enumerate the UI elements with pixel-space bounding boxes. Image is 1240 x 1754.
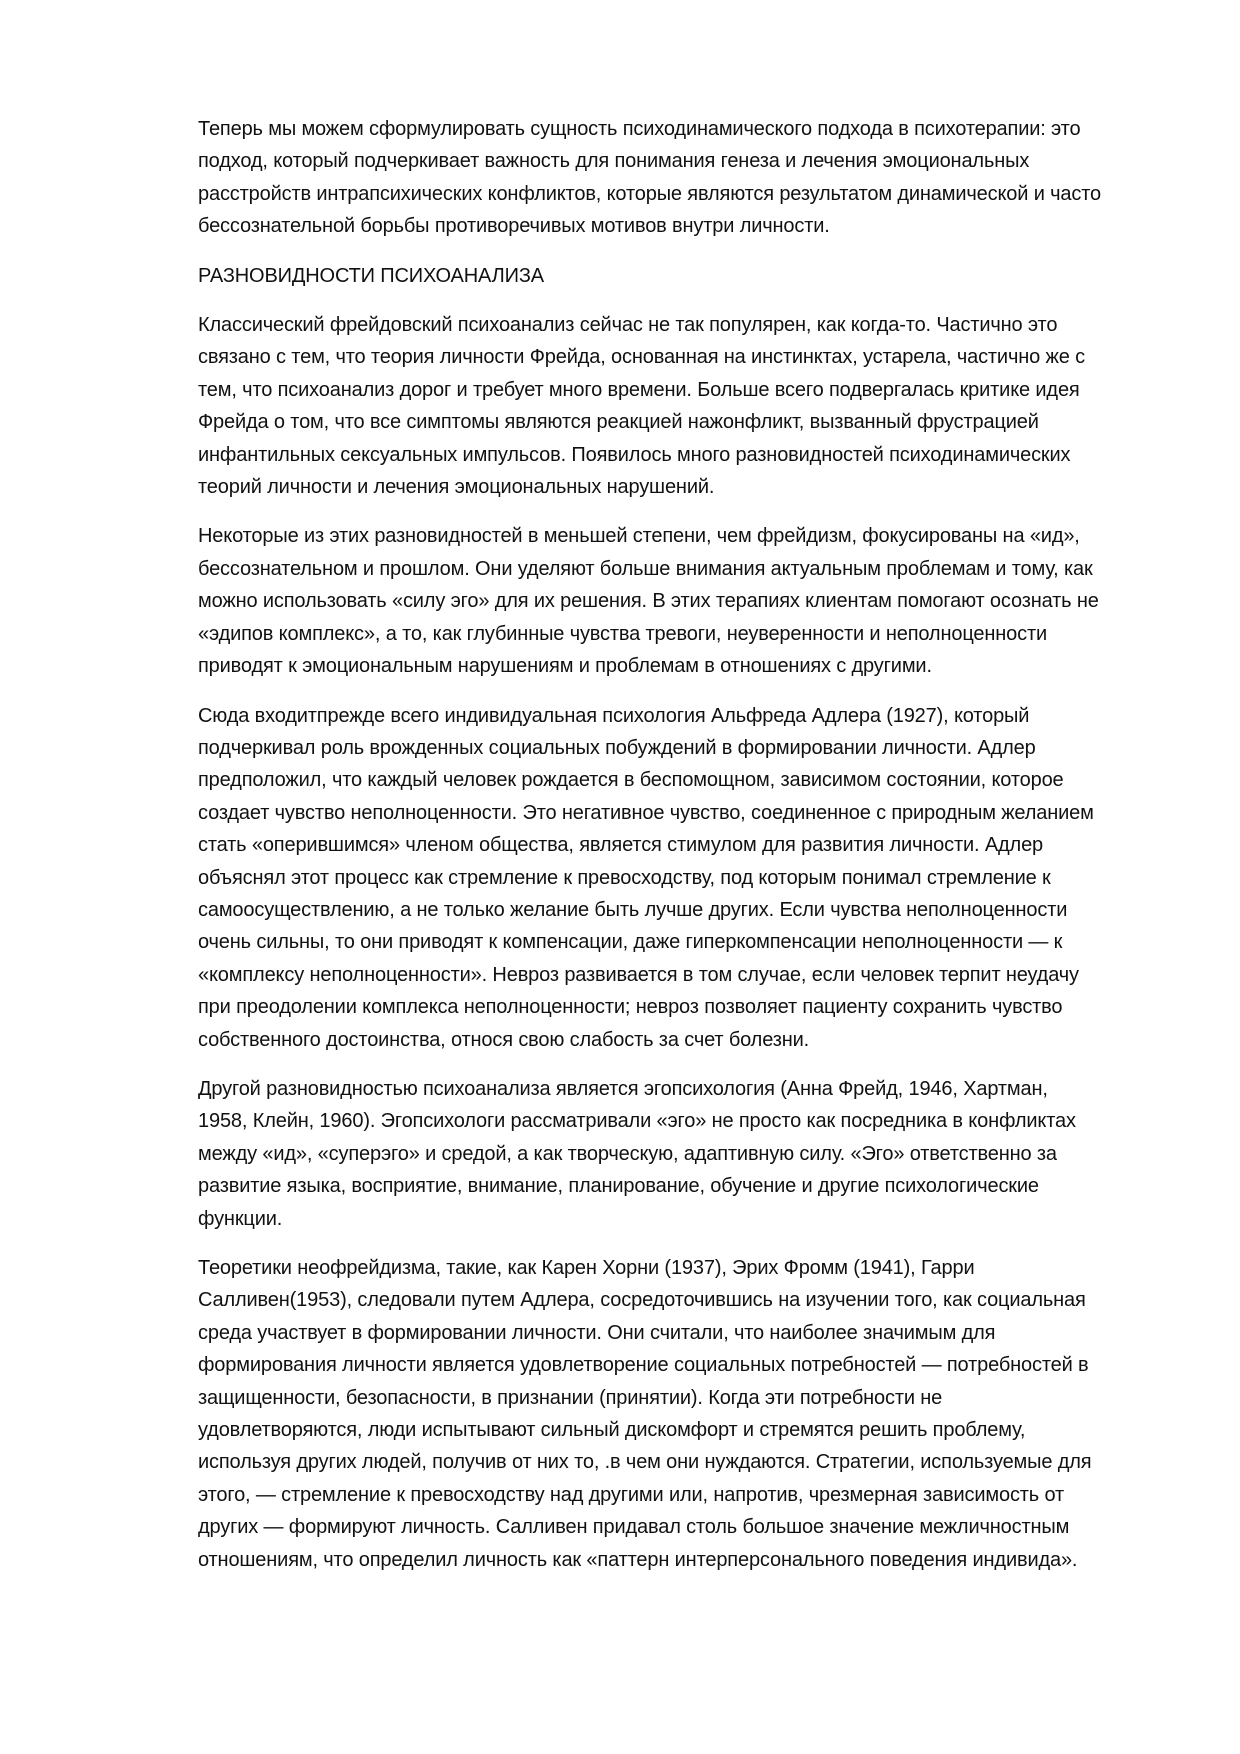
text-line: между «ид», «суперэго» и средой, а как творческую, адаптивную силу. «Эго» ответственно за: [198, 1142, 1057, 1165]
text-line: Теперь мы можем сформулировать сущность психодинамического подхода в психотерапии: это: [198, 118, 1081, 140]
text-line: создает чувство неполноценности. Это негативное чувство, соединенное с природным желанием: [198, 801, 1094, 824]
text-line: 1958, Клейн, 1960). Эгопсихологи рассматривали «эго» не просто как посредника в конфликтах: [198, 1110, 1076, 1133]
paragraph-ego: [178, 1073, 1138, 1235]
text-line: среда участвует в формировании личности. Они считали, что наиболее значимым для: [198, 1321, 996, 1344]
text-line: бессознательной борьбы противоречивых мотивов внутри личности.: [198, 215, 830, 238]
text-line: приводят к эмоциональным нарушениям и проблемам в отношениях с другими.: [198, 655, 932, 678]
text-line: Салливен(1953), следовали путем Адлера, сосредоточившись на изучении того, как социальная: [198, 1289, 1086, 1312]
text-line: стать «оперившимся» членом общества, является стимулом для развития личности. Адлер: [198, 834, 1044, 857]
text-line: Фрейда о том, что все симптомы являются реакцией нажонфликт, вызванный фрустрацией: [198, 411, 1039, 434]
text-line: бессознательном и прошлом. Они уделяют больше внимания актуальным проблемам и тому, как: [198, 557, 1093, 580]
text-line: подчеркивал роль врожденных социальных побуждений в формировании личности. Адлер: [198, 736, 1036, 759]
text-line: удовлетворяются, люди испытывают сильный дискомфорт и стремятся решить проблему,: [198, 1419, 1026, 1442]
text-line: формирования личности является удовлетворение социальных потребностей — потребностей в: [198, 1354, 1089, 1377]
paragraph-intro: [178, 113, 1138, 243]
paragraph-adler: [178, 700, 1138, 1056]
text-line: очень сильны, то они приводят к компенсации, даже гиперкомпенсации неполноценности — к: [198, 931, 1063, 954]
text-line: самоосуществлению, а не только желание быть лучше других. Если чувства неполноценности: [198, 898, 1068, 921]
text-line: собственного достоинства, относя свою слабость за счет болезни.: [198, 1028, 810, 1051]
text-line: Некоторые из этих разновидностей в меньшей степени, чем фрейдизм, фокусированы на «ид»,: [198, 525, 1080, 548]
paragraph-classic: [178, 309, 1138, 503]
text-line: объяснял этот процесс как стремление к превосходству, под которым понимал стремление к: [198, 866, 1051, 889]
text-line: защищенности, безопасности, в признании (принятии). Когда эти потребности не: [198, 1386, 943, 1409]
text-line: тем, что психоанализ дорог и требует много времени. Больше всего подвергалась критике идея: [198, 378, 1080, 401]
text-line: расстройств интрапсихических конфликтов, которые являются результатом динамической и часто: [198, 182, 1101, 205]
text-line: «эдипов комплекс», а то, как глубинные чувства тревоги, неуверенности и неполноценности: [198, 622, 1048, 645]
text-line: развитие языка, восприятие, внимание, планирование, обучение и другие психологические: [198, 1175, 1039, 1198]
paragraph-neofreud: [178, 1252, 1138, 1576]
text-line: теорий личности и лечения эмоциональных нарушений.: [198, 476, 715, 499]
paragraph-varieties: [178, 520, 1138, 682]
document-body: [178, 113, 1138, 1593]
text-line: Классический фрейдовский психоанализ сейчас не так популярен, как когда-то. Частично это: [198, 314, 1058, 337]
text-line: функции.: [198, 1207, 283, 1230]
text-line: «комплексу неполноценности». Невроз развивается в том случае, если человек терпит неудачу: [198, 963, 1079, 986]
section-heading: РАЗНОВИДНОСТИ ПСИХОАНАЛИЗА: [198, 264, 544, 287]
text-line: подход, который подчеркивает важность для понимания генеза и лечения эмоциональных: [198, 150, 1030, 173]
text-line: инфантильных сексуальных импульсов. Появилось много разновидностей психодинамических: [198, 443, 1071, 466]
text-line: при преодолении комплекса неполноценности; невроз позволяет пациенту сохранить чувство: [198, 996, 1063, 1019]
text-line: можно использовать «силу эго» для их решения. В этих терапиях клиентам помогают осознать не: [198, 590, 1099, 613]
text-line: используя других людей, получив от них то, .в чем они нуждаются. Стратегии, используемые для: [198, 1451, 1092, 1474]
text-line: Сюда входитпрежде всего индивидуальная психология Альфреда Адлера (1927), который: [198, 704, 1030, 727]
text-line: других — формируют личность. Салливен придавал столь большое значение межличностным: [198, 1516, 1070, 1539]
text-line: связано с тем, что теория личности Фрейда, основанная на инстинктах, устарела, частично же с: [198, 346, 1085, 369]
text-line: Другой разновидностью психоанализа является эгопсихология (Анна Фрейд, 1946, Хартман,: [198, 1077, 1048, 1100]
text-line: этого, — стремление к превосходству над другими или, напротив, чрезмерная зависимость от: [198, 1483, 1065, 1506]
text-line: предположил, что каждый человек рождается в беспомощном, зависимом состоянии, которое: [198, 769, 1064, 792]
text-line: Теоретики неофрейдизма, такие, как Карен Хорни (1937), Эрих Фромм (1941), Гарри: [198, 1257, 975, 1279]
text-line: отношениям, что определил личность как «паттерн интерперсонального поведения индивида».: [198, 1548, 1078, 1571]
